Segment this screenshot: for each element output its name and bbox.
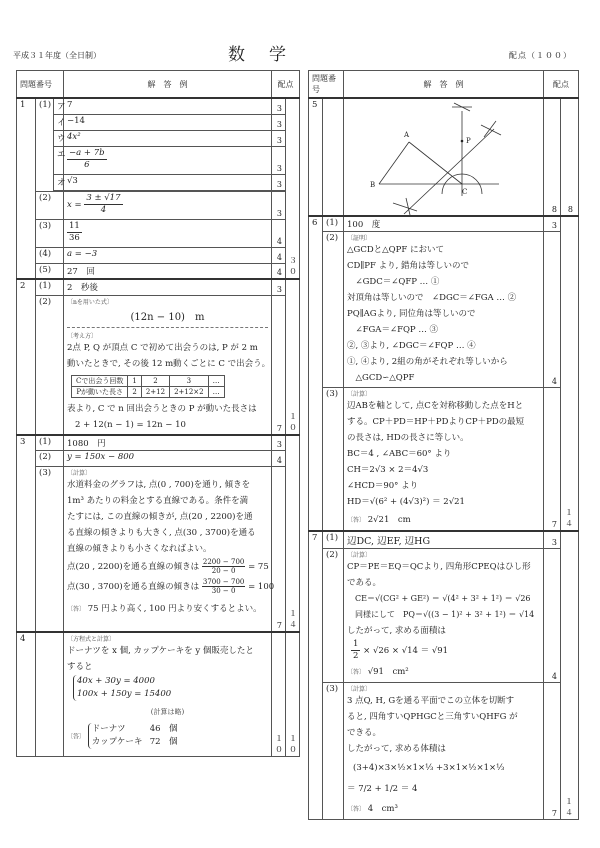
q3-p3-label: (3) xyxy=(36,467,64,632)
q1-p2-lhs: x = xyxy=(67,199,82,210)
q3-p2-label: (2) xyxy=(36,451,64,467)
q4-tag: 〔方程式と計算〕 xyxy=(67,635,116,643)
table-cell: 2+12 xyxy=(141,386,169,397)
answer-text: 75 円より高く, 100 円より安くするとよい。 xyxy=(87,604,262,614)
denominator: 20 − 0 xyxy=(211,567,236,575)
proof-line: 対頂角は等しいので ∠DGC＝∠FGA … ② xyxy=(347,293,517,303)
side-ab xyxy=(379,142,409,184)
q3-slope2 xyxy=(67,577,275,597)
table-cell: 2 xyxy=(128,386,141,397)
table-cell: Cで出会う回数 xyxy=(72,375,128,386)
q2-after-line: 2 + 12(n − 1) = 12n − 10 xyxy=(75,419,186,430)
q3-p2-points: 4 xyxy=(272,451,286,467)
proof-line: ∠GDC＝∠QFP … ① xyxy=(347,277,440,287)
q4-line: すると xyxy=(67,661,93,672)
q5-points: 8 xyxy=(544,98,561,216)
half-fraction xyxy=(351,639,360,662)
point-p xyxy=(461,140,464,143)
q1-p3-points: 4 xyxy=(272,219,286,247)
calc-line: する。CP＋PD＝HP＋PDよりCP＋PDの最短 xyxy=(347,417,525,427)
denominator: 6 xyxy=(84,159,90,170)
numerator: 2200 − 700 xyxy=(202,558,245,566)
q7-p2-points: 4 xyxy=(544,549,561,683)
equation: 40x + 30y = 4000 xyxy=(77,675,155,686)
table-cell: … xyxy=(208,375,224,386)
answer-tag: 〔答〕 xyxy=(347,517,366,524)
answer-tag: 〔答〕 xyxy=(347,669,366,676)
q3-calc-tag: 〔計算〕 xyxy=(67,470,92,477)
label-b: B xyxy=(370,181,376,189)
q3-line: る直線の傾きよりも大きく, 点(30 , 3700)を通る xyxy=(67,528,256,538)
q7-p2-answer xyxy=(347,664,540,681)
q7-p3-label: (3) xyxy=(323,683,344,820)
q2-method-line: 動いたときで, その後 12 m動くごとに C で出会う。 xyxy=(67,358,271,369)
arc-mark xyxy=(406,198,410,215)
answer-text: √91 cm² xyxy=(367,667,409,677)
calc-line: 辺ABを軸として, 点Cを対称移動した点をHと xyxy=(347,401,524,411)
q2-total: １０ xyxy=(286,279,300,435)
q1-item-label: ア xyxy=(54,98,64,114)
q7-p1-answer: 辺DC, 辺EF, 辺HG xyxy=(344,531,544,549)
q1-p5-answer: 27 回 xyxy=(64,263,272,279)
header-question-no: 問題番号 xyxy=(17,71,64,99)
q6-p1-label: (1) xyxy=(323,216,344,232)
q1-number: 1 xyxy=(17,98,36,279)
arc-mark xyxy=(484,121,496,137)
header-points: 配点 xyxy=(544,71,579,99)
header-points: 配点 xyxy=(272,71,300,99)
q1-p5-label: (5) xyxy=(36,263,64,279)
q2-expr: (12n − 10) m xyxy=(130,311,205,323)
q1-item-label: オ xyxy=(54,174,64,190)
q2-expr-tag: 〔nを用いた式〕 xyxy=(67,298,113,306)
q1-sub1-label: (1) xyxy=(36,98,54,191)
q4-answer-brace xyxy=(88,723,178,749)
q1-row-5 xyxy=(17,263,300,279)
answer-text: 4 cm³ xyxy=(367,804,398,814)
q6-row-1 xyxy=(309,216,579,232)
q6-p3-points: 7 xyxy=(544,388,561,532)
q2-method-tag: 〔考え方〕 xyxy=(67,332,98,340)
calc-line: CE＝√(CG² + GE²) ＝ √(4² + 3² + 1²) ＝ √26 xyxy=(347,594,531,603)
q3-row-3 xyxy=(17,467,300,632)
q7-p1-label: (1) xyxy=(323,531,344,549)
calc-line: できる。 xyxy=(347,728,382,738)
slope1-result: = 75 xyxy=(248,562,269,572)
q7-row-3 xyxy=(309,683,579,820)
q1-row-e xyxy=(17,146,300,174)
calc-line: BC＝4 , ∠ABC＝60° より xyxy=(347,449,452,459)
calc-line: したがって, 求める体積は xyxy=(347,744,446,754)
q6-calc-tag: 〔計算〕 xyxy=(347,391,372,398)
q4-row xyxy=(17,632,300,757)
answer-text: 2√21 cm xyxy=(367,515,411,525)
numerator: 3 ± √17 xyxy=(86,192,121,203)
divider xyxy=(67,327,268,328)
numerator: 1 xyxy=(353,639,359,649)
q1-item-answer: 4x² xyxy=(64,130,272,146)
label-c: C xyxy=(462,188,468,196)
q1-item-points: 3 xyxy=(272,114,286,130)
q1-row-3 xyxy=(17,219,300,247)
q2-p1-label: (1) xyxy=(36,279,64,295)
q3-p1-answer: 1080 円 xyxy=(64,435,272,451)
proof-line: PQ∥AGより, 同位角は等しいので xyxy=(347,309,476,319)
q3-p3-points: 7 xyxy=(272,467,286,632)
q1-p3-label: (3) xyxy=(36,219,64,247)
q6-total: １４ xyxy=(561,216,579,531)
calc-line: 同様にして PQ＝√((3 − 1)² + 3² + 1²) ＝ √14 xyxy=(347,610,535,619)
answer-tag: 〔答〕 xyxy=(67,733,86,740)
q7-calc-tag: 〔計算〕 xyxy=(347,552,372,559)
slope2-result: = 100 xyxy=(248,582,275,592)
q6-number: 6 xyxy=(309,216,323,531)
q7-p3-answer xyxy=(347,801,540,818)
q3-line: 直線の傾きよりも小さくなればよい。 xyxy=(67,544,212,554)
q2-after-line: 表より, C で n 回出会うときの P が動いた長さは xyxy=(67,403,257,414)
calc-line: の長さは, HDの長さに等しい。 xyxy=(347,433,469,443)
q4-number: 4 xyxy=(17,632,36,757)
q1-p3-fraction xyxy=(67,221,82,244)
header-answer-example: 解 答 例 xyxy=(64,71,272,99)
label-a: A xyxy=(404,131,410,139)
q2-row-2 xyxy=(17,295,300,435)
slope1-prefix: 点(20 , 2200)を通る直線の傾きは xyxy=(67,562,200,572)
q2-number: 2 xyxy=(17,279,36,435)
answer-tag: 〔答〕 xyxy=(347,806,366,813)
q1-row-u xyxy=(17,130,300,146)
area-expression: × √26 × √14 ＝ √91 xyxy=(363,646,449,656)
q2-meeting-table xyxy=(71,375,225,398)
proof-line: CD∥PF より, 錯角は等しいので xyxy=(347,261,469,271)
proof-line: △GCD∽△QPF xyxy=(347,373,415,383)
proof-line: ②, ③より, ∠DGC＝∠FQP … ④ xyxy=(347,341,476,351)
table-cell: 2+12×2 xyxy=(170,386,209,397)
q7-row-1 xyxy=(309,531,579,549)
q6-proof-tag: 〔証明〕 xyxy=(347,235,372,242)
bisector-line xyxy=(404,129,494,214)
header-answer-example: 解 答 例 xyxy=(344,71,544,99)
q6-row-3 xyxy=(309,388,579,532)
q1-item-points: 3 xyxy=(272,174,286,190)
proof-line: △GCDと△QPF において xyxy=(347,245,444,255)
table-cell: 3 xyxy=(170,375,209,386)
q5-number: 5 xyxy=(309,98,323,216)
q3-answer xyxy=(67,601,268,618)
q5-total: 8 xyxy=(561,98,579,216)
q1-item-answer: −14 xyxy=(64,114,272,130)
table-cell: Pが動いた長さ xyxy=(72,386,128,397)
q5-row xyxy=(309,98,579,216)
q3-row-1 xyxy=(17,435,300,451)
q7-area-calc xyxy=(347,639,540,662)
q3-total: １４ xyxy=(286,435,300,632)
q6-p2-label: (2) xyxy=(323,232,344,388)
q7-volume-result: ＝ 7/2 + 1/2 ＝ 4 xyxy=(347,784,418,794)
q1-row-a xyxy=(17,98,300,114)
answer-tag: 〔答〕 xyxy=(67,606,86,613)
q2-row-1 xyxy=(17,279,300,295)
label-p: P xyxy=(466,137,471,145)
q7-volume-calc: (3+4)×3×½×1×⅓ +3×1×½×1×⅓ xyxy=(353,763,505,773)
calc-line: である。 xyxy=(347,578,382,588)
q3-slope1 xyxy=(67,557,268,577)
q1-row-o xyxy=(17,174,300,190)
q2-table-row xyxy=(72,386,225,397)
calc-line: ると, 四角すいQPHGCと三角すいQHFG が xyxy=(347,712,518,722)
calc-line: ∠HCD＝90° より xyxy=(347,481,419,491)
side-ac xyxy=(409,142,462,184)
q2-p2-points: 7 xyxy=(272,295,286,435)
table-cell: 1 xyxy=(128,375,141,386)
q7-p2-label: (2) xyxy=(323,549,344,683)
proof-line: ∠FGA＝∠FQP … ③ xyxy=(347,325,439,335)
slope2-prefix: 点(30 , 3700)を通る直線の傾きは xyxy=(67,582,200,592)
table-cell: 2 xyxy=(141,375,169,386)
q1-row-4 xyxy=(17,247,300,263)
q2-p1-answer: 2 秒後 xyxy=(64,279,272,295)
equation: 100x + 150y = 15400 xyxy=(77,688,172,699)
proof-line: ①, ④より, 2組の角がそれぞれ等しいから xyxy=(347,357,508,367)
calc-line: HD＝√(6² + (4√3)²) ＝ 2√21 xyxy=(347,497,465,507)
q1-p4-points: 4 xyxy=(272,247,286,263)
page-title: 数学 xyxy=(228,45,310,65)
q5-construction-figure xyxy=(344,99,544,215)
q6-p1-answer: 100 度 xyxy=(344,216,544,232)
q6-p1-points: 3 xyxy=(544,216,561,232)
answer-value: 46 個 xyxy=(149,723,178,734)
q7-calc-tag: 〔計算〕 xyxy=(347,686,372,693)
q2-p1-points: 3 xyxy=(272,279,286,295)
answer-value: 72 個 xyxy=(149,736,178,747)
exam-year-label: 平成３１年度（全日制） xyxy=(13,51,101,60)
q1-e-fraction xyxy=(67,148,107,171)
q4-answer-line xyxy=(92,723,178,736)
q4-total: １０ xyxy=(286,632,300,757)
q1-p2-fraction xyxy=(84,193,122,216)
q3-p1-label: (1) xyxy=(36,435,64,451)
total-points-label: 配点（１００） xyxy=(509,51,572,60)
q6-p2-points: 4 xyxy=(544,232,561,388)
q2-p2-label: (2) xyxy=(36,295,64,435)
arc-mark xyxy=(393,203,417,211)
answer-item: カップケーキ xyxy=(91,736,143,747)
q1-p2-points: 3 xyxy=(272,191,286,219)
denominator: 30 − 0 xyxy=(211,587,236,595)
q4-sub-label xyxy=(36,632,64,757)
calc-line: CP＝PE＝EQ＝QCより, 四角形CPEQはひし形 xyxy=(347,562,531,572)
slope2-fraction xyxy=(202,578,246,595)
calc-line: 3 点Q, H, Gを通る平面でこの立体を切断す xyxy=(347,696,515,706)
q4-answer-line xyxy=(92,736,178,749)
denominator: 4 xyxy=(100,204,107,215)
q1-p4-label: (4) xyxy=(36,247,64,263)
q7-number: 7 xyxy=(309,531,323,820)
q1-item-label: ウ xyxy=(54,130,64,146)
denominator: 36 xyxy=(69,232,80,243)
q6-p3-label: (3) xyxy=(323,388,344,532)
q6-answer xyxy=(347,512,540,529)
answer-table-left xyxy=(16,70,300,757)
arc-mark xyxy=(481,125,501,135)
answer-table-right xyxy=(308,70,579,820)
q1-row-i xyxy=(17,114,300,130)
q1-row-2 xyxy=(17,191,300,219)
numerator: 11 xyxy=(69,220,80,231)
q3-line: 水道料金のグラフは, 点(0 , 700)を通り, 傾きを xyxy=(67,480,251,490)
q1-p2-label: (2) xyxy=(36,191,64,219)
q1-item-points: 3 xyxy=(272,98,286,114)
q5-sub-label xyxy=(323,98,344,216)
q2-table-row xyxy=(72,375,225,386)
q2-method-line: 2点 P, Q が頂点 C で初めて出会うのは, P が 2 m xyxy=(67,342,258,353)
q1-item-answer: √3 xyxy=(64,174,272,190)
q3-line: たすには, この直線の傾きが, 点(20 , 2200)を通 xyxy=(67,512,253,522)
answer-item: ドーナツ xyxy=(91,723,126,734)
q1-p4-answer: a = −3 xyxy=(64,247,272,263)
numerator: −a + 7b xyxy=(69,147,105,158)
q1-item-label: イ xyxy=(54,114,64,130)
table-cell: … xyxy=(208,386,224,397)
q1-item-label: エ xyxy=(54,146,64,174)
calc-line: したがって, 求める面積は xyxy=(347,626,446,636)
q1-item-answer: 7 xyxy=(64,98,272,114)
q4-note: (計算は略) xyxy=(150,707,185,716)
q3-number: 3 xyxy=(17,435,36,632)
q6-row-2 xyxy=(309,232,579,388)
denominator: 2 xyxy=(353,651,359,661)
q3-p1-points: 3 xyxy=(272,435,286,451)
q7-total: １４ xyxy=(561,531,579,820)
q3-line: 1m³ あたりの料金とする直線である。条件を満 xyxy=(67,496,249,506)
q4-equation-system xyxy=(73,675,171,701)
q7-row-2 xyxy=(309,549,579,683)
slope1-fraction xyxy=(202,558,246,575)
calc-line: CH＝2√3 × 2＝4√3 xyxy=(347,465,429,475)
q1-item-points: 3 xyxy=(272,130,286,146)
q7-p3-points: 7 xyxy=(544,683,561,820)
q3-row-2 xyxy=(17,451,300,467)
q3-p2-answer: y = 150x − 800 xyxy=(64,451,272,467)
numerator: 3700 − 700 xyxy=(202,578,245,586)
q4-line: ドーナツを x 個, カップケーキを y 個販売したと xyxy=(67,645,254,656)
q1-total: ３０ xyxy=(286,98,300,279)
q4-answer xyxy=(67,723,268,749)
q4-points: １０ xyxy=(272,632,286,757)
header-question-no: 問題番号 xyxy=(309,71,344,99)
q7-p1-points: 3 xyxy=(544,531,561,549)
q1-item-points: 3 xyxy=(272,146,286,174)
q1-p5-points: 4 xyxy=(272,263,286,279)
